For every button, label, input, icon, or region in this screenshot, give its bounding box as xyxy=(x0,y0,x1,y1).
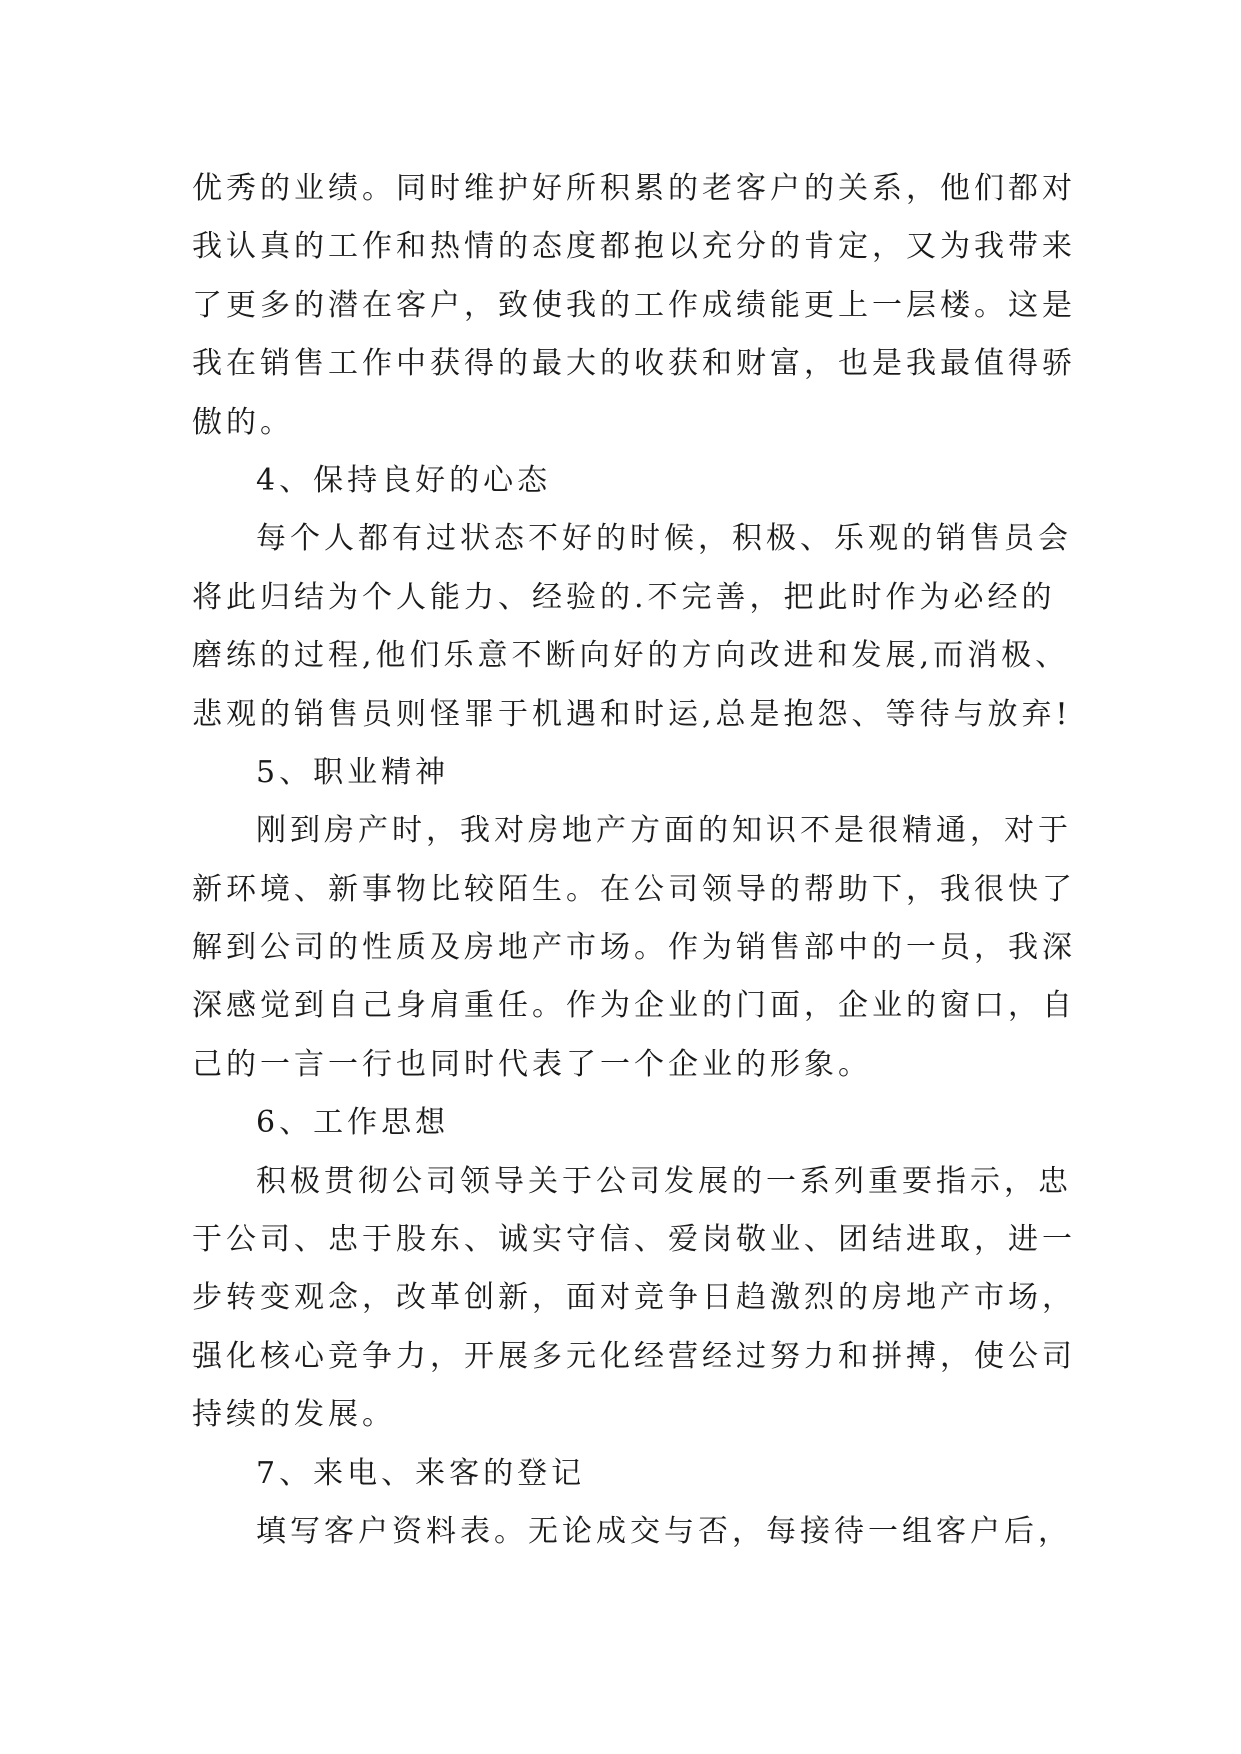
paragraph-line: 刚到房产时，我对房地产方面的知识不是很精通，对于 xyxy=(256,813,1072,849)
paragraph-line: 填写客户资料表。无论成交与否，每接待一组客户后， xyxy=(256,1513,1072,1549)
paragraph-line: 解到公司的性质及房地产市场。作为销售部中的一员，我深 xyxy=(192,930,1076,966)
paragraph-line: 我认真的工作和热情的态度都抱以充分的肯定，又为我带来 xyxy=(192,229,1076,265)
paragraph-line: 积极贯彻公司领导关于公司发展的一系列重要指示，忠 xyxy=(256,1163,1072,1199)
section-heading: 4、保持良好的心态 xyxy=(256,462,552,498)
paragraph-line: 于公司、忠于股东、诚实守信、爱岗敬业、团结进取，进一 xyxy=(192,1222,1076,1258)
paragraph-line: 优秀的业绩。同时维护好所积累的老客户的关系，他们都对 xyxy=(192,171,1076,206)
document-body xyxy=(192,160,1076,1561)
paragraph-line: 悲观的销售员则怪罪于机遇和时运,总是抱怨、等待与放弃! xyxy=(192,696,1072,732)
paragraph-line: 新环境、新事物比较陌生。在公司领导的帮助下，我很快了 xyxy=(192,871,1076,907)
paragraph-line: 步转变观念，改革创新，面对竞争日趋激烈的房地产市场， xyxy=(192,1280,1076,1316)
paragraph-line: 了更多的潜在客户，致使我的工作成绩能更上一层楼。这是 xyxy=(192,287,1076,323)
paragraph-line: 持续的发展。 xyxy=(192,1397,396,1433)
paragraph-line: 我在销售工作中获得的最大的收获和财富，也是我最值得骄 xyxy=(192,346,1076,382)
paragraph-line: 己的一言一行也同时代表了一个企业的形象。 xyxy=(192,1046,872,1082)
section-heading: 6、工作思想 xyxy=(256,1105,450,1141)
paragraph-line: 每个人都有过状态不好的时候，积极、乐观的销售员会 xyxy=(256,521,1072,557)
paragraph-line: 深感觉到自己身肩重任。作为企业的门面，企业的窗口，自 xyxy=(192,988,1076,1024)
section-heading: 5、职业精神 xyxy=(256,754,450,790)
section-heading: 7、来电、来客的登记 xyxy=(256,1455,586,1491)
paragraph-line: 将此归结为个人能力、经验的.不完善，把此时作为必经的 xyxy=(192,579,1056,615)
paragraph-line: 磨练的过程,他们乐意不断向好的方向改进和发展,而消极、 xyxy=(192,638,1070,674)
paragraph-line: 傲的。 xyxy=(192,404,294,440)
paragraph-line: 强化核心竞争力，开展多元化经营经过努力和拼搏，使公司 xyxy=(192,1338,1076,1374)
